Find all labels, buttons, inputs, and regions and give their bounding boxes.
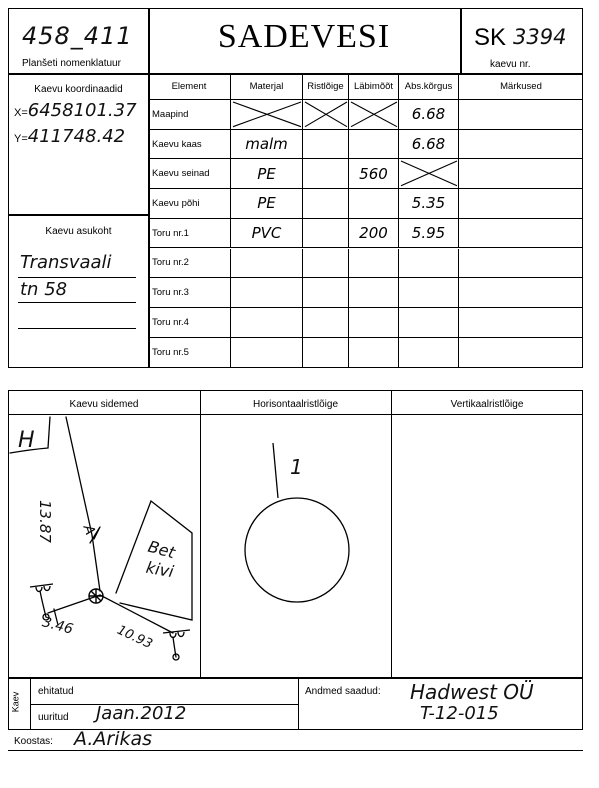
table-cell <box>459 219 583 249</box>
well-prefix: SK <box>474 24 507 51</box>
table-cell <box>231 308 303 338</box>
table-row-label: Maapind <box>148 100 231 130</box>
dist-right: 10.93 <box>114 622 155 653</box>
table-cell <box>459 100 583 130</box>
footer-side-label: Kaev <box>10 691 21 713</box>
table-header-cell: Element <box>148 73 231 100</box>
table-cell <box>399 159 459 189</box>
cross-out-mark <box>349 100 399 130</box>
location-line <box>18 302 136 303</box>
table-cell <box>349 249 399 279</box>
cross-out-mark <box>399 159 459 189</box>
table-row-label: Kaevu seinad <box>148 159 231 189</box>
pipe-label: 1 <box>290 455 303 479</box>
branch-left <box>40 591 46 617</box>
table-row-label: Kaevu põhi <box>148 189 231 219</box>
table-cell <box>459 189 583 219</box>
divider <box>391 390 392 678</box>
plansheet-value: 458_411 <box>22 22 133 50</box>
table-header-cell: Ristlõige <box>303 73 349 100</box>
page-title: SADEVESI <box>217 18 391 55</box>
well-label: kaevu nr. <box>490 59 531 70</box>
sketch-col1-label: Kaevu sidemed <box>69 399 139 410</box>
table-cell <box>349 338 399 368</box>
location-line2: tn 58 <box>20 279 68 300</box>
data-value-1: Hadwest OÜ <box>410 680 534 704</box>
pipe-1-line <box>273 443 278 498</box>
well-number: 3394 <box>513 25 567 49</box>
table-row-label: Toru nr.3 <box>148 278 231 308</box>
table-cell <box>303 278 349 308</box>
table-cell <box>459 278 583 308</box>
building-label-2: kivi <box>144 557 176 582</box>
table-cell: malm <box>231 130 303 160</box>
table-cell <box>459 338 583 368</box>
manhole-circle <box>245 498 349 602</box>
element-table <box>148 73 583 368</box>
location-line <box>18 277 136 278</box>
table-cell: 6.68 <box>399 100 459 130</box>
table-cell <box>459 308 583 338</box>
dist-left: 3.46 <box>40 614 75 638</box>
location-line <box>18 328 136 329</box>
table-row-label: Kaevu kaas <box>148 130 231 160</box>
coord-y-prefix: Y= <box>14 133 28 145</box>
table-header-cell: Läbimõõt <box>349 73 399 100</box>
table-cell <box>459 249 583 279</box>
table-cell <box>303 308 349 338</box>
location-label: Kaevu asukoht <box>45 226 112 237</box>
table-cell <box>231 100 303 130</box>
gully-left <box>30 584 53 592</box>
street-line <box>66 417 100 591</box>
table-row-label: Toru nr.1 <box>148 219 231 249</box>
coord-y-value: 411748.42 <box>27 126 126 147</box>
pipe-line-right <box>100 595 173 633</box>
table-cell <box>349 308 399 338</box>
divider <box>8 214 149 216</box>
table-cell: 560 <box>349 159 399 189</box>
table-cell <box>303 100 349 130</box>
coord-x-value: 6458101.37 <box>27 100 137 121</box>
gully-right <box>163 630 190 660</box>
divider <box>8 750 583 751</box>
table-cell <box>399 278 459 308</box>
table-cell <box>399 308 459 338</box>
table-cell <box>399 338 459 368</box>
data-value-2: T-12-015 <box>420 703 499 724</box>
table-header-cell: Abs.kõrgus <box>399 73 459 100</box>
table-cell <box>303 189 349 219</box>
table-cell: 5.35 <box>399 189 459 219</box>
table-cell: 200 <box>349 219 399 249</box>
divider <box>460 8 462 74</box>
coord-x <box>14 100 137 121</box>
sketch-col3-label: Vertikaalristlõige <box>450 399 524 410</box>
table-row-label: Toru nr.5 <box>148 338 231 368</box>
table-cell <box>303 159 349 189</box>
table-cell <box>459 130 583 160</box>
table-cell <box>349 130 399 160</box>
table-cell <box>303 219 349 249</box>
table-cell: 5.95 <box>399 219 459 249</box>
table-cell <box>303 338 349 368</box>
dist-top: 13.87 <box>36 500 54 543</box>
sketch-col2-label: Horisontaalristlõige <box>252 399 339 410</box>
table-cell <box>231 278 303 308</box>
table-cell: PE <box>231 159 303 189</box>
table-cell: PE <box>231 189 303 219</box>
table-cell <box>231 338 303 368</box>
divider <box>298 678 299 730</box>
location-line1: Transvaali <box>20 252 112 273</box>
data-label: Andmed saadud: <box>305 686 381 697</box>
manhole-symbol <box>89 589 103 603</box>
arrow-a-label: A <box>79 522 98 538</box>
coord-x-prefix: X= <box>14 107 28 119</box>
table-cell <box>459 159 583 189</box>
table-cell: PVC <box>231 219 303 249</box>
table-row-label: Toru nr.4 <box>148 308 231 338</box>
measured-label: uuritud <box>38 712 69 723</box>
built-label: ehitatud <box>38 686 74 697</box>
table-cell <box>303 130 349 160</box>
table-cell: 6.68 <box>399 130 459 160</box>
coord-y <box>14 126 125 147</box>
author-value: A.Arikas <box>74 728 153 750</box>
table-cell <box>399 249 459 279</box>
divider <box>8 73 149 75</box>
coords-label: Kaevu koordinaadid <box>34 84 123 95</box>
measured-value: Jaan.2012 <box>96 703 187 724</box>
table-row-label: Toru nr.2 <box>148 249 231 279</box>
table-cell <box>349 189 399 219</box>
pipe-line-left <box>48 595 100 613</box>
author-label: Koostas: <box>14 736 53 747</box>
table-cell <box>349 278 399 308</box>
table-header-cell: Materjal <box>231 73 303 100</box>
cross-out-mark <box>303 100 349 130</box>
table-cell <box>349 100 399 130</box>
plansheet-label: Planšeti nomenklatuur <box>22 58 121 69</box>
mark-h: H <box>18 428 35 453</box>
building-label-1: Bet <box>146 536 178 563</box>
table-cell <box>231 249 303 279</box>
table-header-cell: Märkused <box>459 73 583 100</box>
cross-out-mark <box>231 100 303 130</box>
table-cell <box>303 249 349 279</box>
